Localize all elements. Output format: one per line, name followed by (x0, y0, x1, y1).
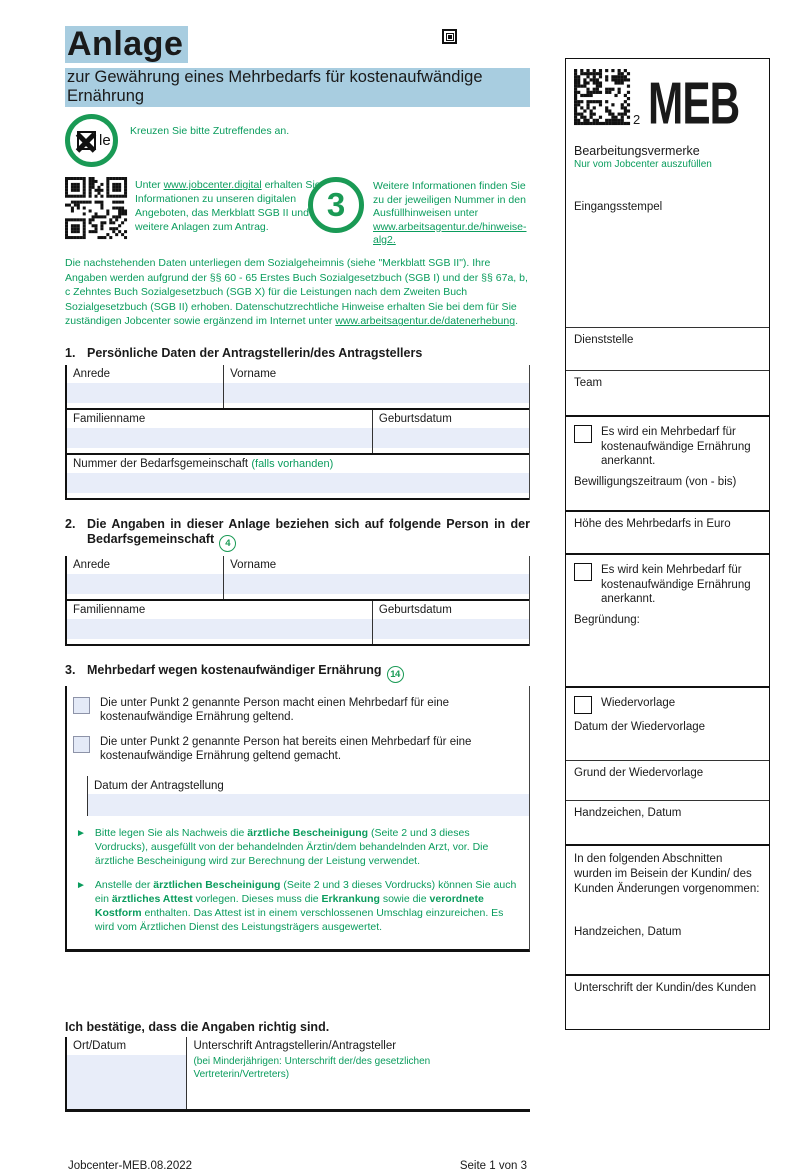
vorname2-label: Vorname (230, 558, 277, 571)
grund-wiedervorlage-field[interactable] (566, 760, 769, 800)
checked-checkbox-icon (65, 114, 118, 167)
dienststelle-field[interactable] (566, 327, 769, 370)
anrede2-label: Anrede (73, 558, 111, 571)
aenderungen-text: In den folgenden Abschnitten wurden im Beisein der Kundin/ des Kunden Änderungen vorgenommen: (574, 853, 760, 895)
page-footer (65, 1160, 530, 1172)
section3-number: 3. (65, 662, 76, 677)
familienname2-input[interactable] (67, 619, 372, 639)
datum-wiedervorlage-label: Datum der Wiedervorlage (574, 721, 706, 733)
unterschrift-note: (bei Minderjährigen: Unterschrift der/des gesetzlichen Vertreterin/Vertreters) (193, 1055, 431, 1080)
familienname2-label: Familienname (73, 603, 146, 616)
wiedervorlage-checkbox[interactable] (574, 696, 592, 714)
bearbeitungsvermerke-heading: Bearbeitungsvermerke (574, 144, 700, 158)
team-field[interactable] (566, 370, 769, 415)
section2-title: Die Angaben in dieser Anlage beziehen sich auf folgende Person in der Bedarfsgemeinschaft (87, 516, 530, 546)
section3-badge: 14 (387, 666, 404, 683)
bg-nummer-input[interactable] (67, 473, 529, 493)
datum-antragstellung-field (87, 776, 529, 816)
mehrbedarf-bereits-checkbox[interactable] (73, 736, 90, 753)
signature-table (65, 1037, 530, 1112)
arrow-bullet-icon: ► (76, 880, 86, 892)
eingangsstempel-label: Eingangsstempel (574, 201, 663, 213)
ort-datum-input[interactable] (67, 1055, 186, 1109)
confirmation-heading: Ich bestätige, dass die Angaben richtig sind. (65, 1019, 330, 1034)
vorname-input[interactable] (224, 383, 529, 403)
vorname-label: Vorname (230, 367, 277, 380)
info-hint-text[interactable]: Weitere Informationen finden Sie zu der jeweiligen Nummer in den Ausfüllhinweisen unter www.arbeitsagentur.de/hinweise-alg2. (373, 180, 527, 246)
section3-box (65, 686, 530, 952)
wiedervorlage-section (566, 686, 769, 760)
kunden-unterschrift-field[interactable] (566, 974, 769, 1029)
bg-nummer-note: (falls vorhanden) (251, 457, 334, 470)
deny-label: Es wird kein Mehrbedarf für kostenaufwändige Ernährung anerkannt. (601, 564, 751, 605)
checkbox-icon-text: le (99, 132, 111, 149)
hint-attest: ► Anstelle der ärztlichen Bescheinigung (Seite 2 und 3 dieses Vordrucks) können Sie auch ein ärztliches Attest vorlegen. Dieses muss die Erkrankung sowie die verordnete Kostform enthalten. Das Attest ist in einem verschlossenen Umschlag einzureichen. Es wird vom Ärztlichen Dienst des Leistungsträgers ausgewertet. (76, 879, 517, 933)
footer-page-number: Seite 1 von 3 (459, 1159, 527, 1172)
footer-form-id: Jobcenter-MEB.08.2022 (68, 1159, 193, 1172)
unterschrift-area[interactable] (187, 1085, 530, 1109)
dienststelle-label: Dienststelle (574, 334, 634, 346)
arrow-bullet-icon: ► (76, 827, 86, 839)
info-row (65, 175, 530, 245)
handzeichen1-label: Handzeichen, Datum (574, 807, 682, 819)
bewilligungszeitraum-label: Bewilligungszeitraum (von - bis) (574, 475, 737, 488)
sidebar-top-section (566, 59, 769, 327)
bg-nummer-label: Nummer der Bedarfsgemeinschaft (73, 457, 249, 470)
geburtsdatum2-label: Geburtsdatum (378, 603, 452, 616)
section1-table (65, 365, 530, 500)
main-column (65, 26, 530, 1172)
qr-code (65, 177, 127, 239)
approve-label: Es wird ein Mehrbedarf für kostenaufwändige Ernährung anerkannt. (601, 426, 751, 467)
approve-section (566, 415, 769, 510)
qr-info-text[interactable]: Unter www.jobcenter.digital erhalten Sie Informationen zu unseren digitalen Angeboten, das Merkblatt SGB II und weitere Anlagen zum Antrag. (135, 179, 321, 233)
mehrbedarf-neu-checkbox[interactable] (73, 697, 90, 714)
anrede-label: Anrede (73, 367, 111, 380)
check-hint-text: Kreuzen Sie bitte Zutreffendes an. (130, 125, 290, 137)
form-code-label: MEB (648, 69, 740, 137)
section2-badge: 4 (219, 535, 236, 552)
hoehe-label: Höhe des Mehrbedarfs in Euro (574, 518, 731, 530)
aenderungen-section (566, 844, 769, 974)
barcode-subscript: 2 (633, 112, 641, 127)
section2-number: 2. (65, 516, 76, 531)
begruendung-label: Begründung: (574, 613, 640, 626)
vorname2-input[interactable] (224, 574, 529, 594)
section-personal-data (65, 346, 530, 500)
office-sidebar (565, 58, 770, 1030)
mehrbedarf-bereits-label: Die unter Punkt 2 genannte Person hat bereits einen Mehrbedarf für eine kostenaufwändige Ernährung geltend gemacht. (100, 735, 472, 763)
geburtsdatum2-input[interactable] (373, 619, 529, 639)
ort-datum-label: Ort/Datum (73, 1039, 127, 1052)
check-hint-row (65, 112, 530, 168)
familienname-input[interactable] (67, 428, 372, 448)
hint-bescheinigung: ► Bitte legen Sie als Nachweis die ärztliche Bescheinigung (Seite 2 und 3 dieses Vordrucks), ausgefüllt von der behandelnden Ärztin/dem behandelnden Arzt, vor. Die ärztliche Bescheinigung wird zur Berechnung der Leistung verwendet. (76, 826, 489, 867)
geburtsdatum-input[interactable] (373, 428, 529, 448)
hoehe-field[interactable] (566, 510, 769, 553)
approve-checkbox[interactable] (574, 425, 592, 443)
page-title: Anlage (65, 26, 188, 63)
datum-antragstellung-label: Datum der Antragstellung (94, 779, 224, 792)
familienname-label: Familienname (73, 412, 146, 425)
geburtsdatum-label: Geburtsdatum (378, 412, 452, 425)
mehrbedarf-neu-label: Die unter Punkt 2 genannte Person macht einen Mehrbedarf für eine kostenaufwändige Ernährung geltend. (100, 696, 450, 724)
info-number-badge: 3 (308, 177, 364, 233)
jobcenter-only-note: Nur vom Jobcenter auszufüllen (574, 159, 712, 170)
anrede2-input[interactable] (67, 574, 223, 594)
section3-title: Mehrbedarf wegen kostenaufwändiger Ernährung (87, 662, 382, 677)
page-subtitle: zur Gewährung eines Mehrbedarfs für kostenaufwändige Ernährung (65, 68, 530, 107)
section2-table (65, 556, 530, 646)
datamatrix-barcode (574, 69, 630, 125)
deny-section (566, 553, 769, 686)
section-person (65, 517, 530, 646)
team-label: Team (574, 377, 603, 389)
privacy-notice: Die nachstehenden Daten unterliegen dem Sozialgeheimnis (siehe "Merkblatt SGB II"). Ihre Angaben werden aufgrund der §§ 60 - 65 Erstes Buch Sozialgesetzbuch (SGB I) und der §§ 67a, b, c Zehntes Buch Sozialgesetzbuch (SGB X) für die Leistungen nach dem Zweiten Buch Sozialgesetzbuch (SGB II) erhoben. Datenschutzrechtliche Hinweise erhalten Sie bei dem für Sie zuständigen Jobcenter sowie ergänzend im Internet unter www.arbeitsagentur.de/datenerhebung. (65, 257, 528, 328)
wiedervorlage-label: Wiedervorlage (601, 697, 676, 709)
section-mehrbedarf (65, 663, 530, 952)
datum-antragstellung-input[interactable] (88, 794, 529, 816)
deny-checkbox[interactable] (574, 563, 592, 581)
unterschrift-label: Unterschrift Antragstellerin/Antragsteller (193, 1039, 397, 1052)
section1-title: Persönliche Daten der Antragstellerin/des Antragstellers (87, 345, 423, 360)
kunden-unterschrift-label: Unterschrift der Kundin/des Kunden (574, 982, 757, 994)
handzeichen1-field[interactable] (566, 800, 769, 844)
handzeichen2-label: Handzeichen, Datum (574, 926, 682, 938)
anrede-input[interactable] (67, 383, 223, 403)
section1-number: 1. (65, 345, 76, 360)
grund-wiedervorlage-label: Grund der Wiedervorlage (574, 767, 704, 779)
